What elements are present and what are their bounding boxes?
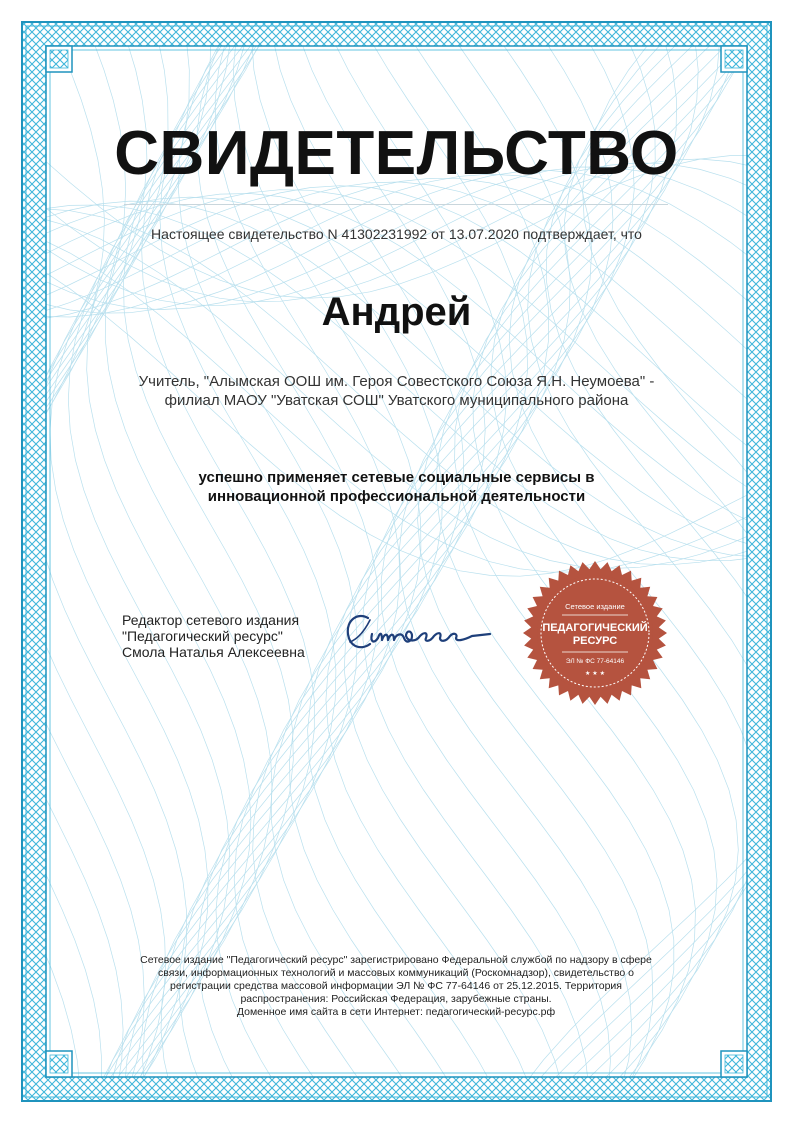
position-line: Учитель, "Алымская ООШ им. Героя Совестского Союза Я.Н. Неумоева" - — [138, 373, 655, 390]
guilloche-background — [0, 40, 793, 1090]
seal-stars: ★ ★ ★ — [585, 670, 605, 677]
position-line: филиал МАОУ "Уватская СОШ" Уватского муниципального района — [164, 392, 629, 409]
achievement-line: успешно применяет сетевые социальные сервисы в — [198, 469, 595, 486]
editor-line: "Педагогический ресурс" — [122, 628, 283, 644]
editor-line: Смола Наталья Алексеевна — [122, 644, 305, 660]
seal-title-line1: ПЕДАГОГИЧЕСКИЙ — [542, 622, 648, 634]
footer-line: Сетевое издание "Педагогический ресурс" зарегистрировано Федеральной службой по надзору в сфере — [140, 954, 652, 966]
seal-registration: ЭЛ № ФС 77-64146 — [565, 658, 625, 665]
footer-line: связи, информационных технологий и массовых коммуникаций (Роскомнадзор), свидетельство о — [157, 967, 634, 979]
footer-line: Доменное имя сайта в сети Интернет: педагогический-ресурс.рф — [236, 1006, 556, 1018]
recipient-name: Андрей — [321, 290, 472, 334]
recipient-position — [0, 372, 793, 410]
seal-top-text: Сетевое издание — [565, 602, 625, 611]
title-divider — [124, 204, 668, 205]
achievement-line: инновационной профессиональной деятельности — [207, 488, 586, 505]
footer-line: распространения: Российская Федерация, зарубежные страны. — [240, 993, 552, 1005]
footer-line: регистрации средства массовой информации ЭЛ № ФС 77-64146 от 25.12.2015. Территория — [170, 980, 622, 992]
footer-legal-note — [118, 954, 674, 1019]
achievement-text — [0, 468, 793, 506]
certificate-subtitle: Настоящее свидетельство N 41302231992 от 13.07.2020 подтверждает, что — [151, 226, 642, 242]
certificate-title: СВИДЕТЕЛЬСТВО — [114, 119, 679, 188]
editor-line: Редактор сетевого издания — [122, 612, 300, 628]
editor-info — [122, 612, 305, 660]
publication-seal — [522, 560, 668, 706]
signature-icon — [340, 598, 500, 668]
seal-title-line2: РЕСУРС — [572, 635, 618, 647]
